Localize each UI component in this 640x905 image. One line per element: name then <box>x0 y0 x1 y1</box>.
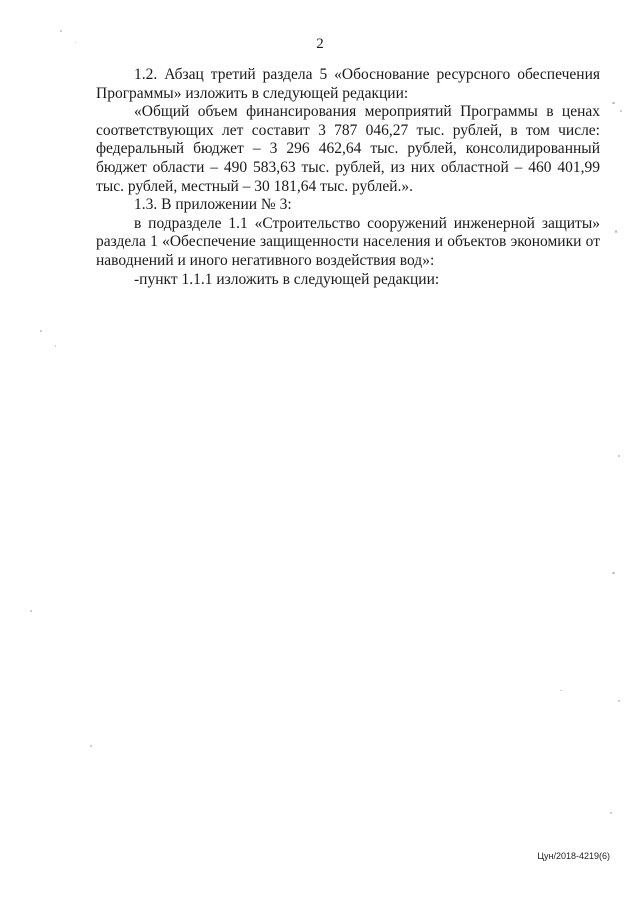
document-code: Цун/2018-4219(6) <box>537 851 610 861</box>
paragraph-funding-quote: «Общий объем финансирования мероприятий Программы в ценах соответствующих лет составит 3 787 046,27 тыс. рублей, в том числе: федеральный бюджет – 3 296 462,64 тыс. рублей, консолидированный бюджет области – 490 583,63 тыс. рублей, из них областной – 460 401,99 тыс. рублей, местный – 30 181,64 тыс. рублей.». <box>96 103 600 195</box>
paragraph-subsection: в подразделе 1.1 «Строительство сооружений инженерной защиты» раздела 1 «Обеспечение защищенности населения и объектов экономики от наводнений и иного негативного воздействия вод»: <box>96 214 600 269</box>
paragraph-1-3: 1.3. В приложении № 3: <box>134 196 292 214</box>
page-number: 2 <box>316 36 324 52</box>
paragraph-item-1-1-1: -пункт 1.1.1 изложить в следующей редакции: <box>134 270 440 288</box>
document-body <box>96 66 600 289</box>
paragraph-1-2: 1.2. Абзац третий раздела 5 «Обоснование ресурсного обеспечения Программы» изложить в следующей редакции: <box>96 66 600 102</box>
